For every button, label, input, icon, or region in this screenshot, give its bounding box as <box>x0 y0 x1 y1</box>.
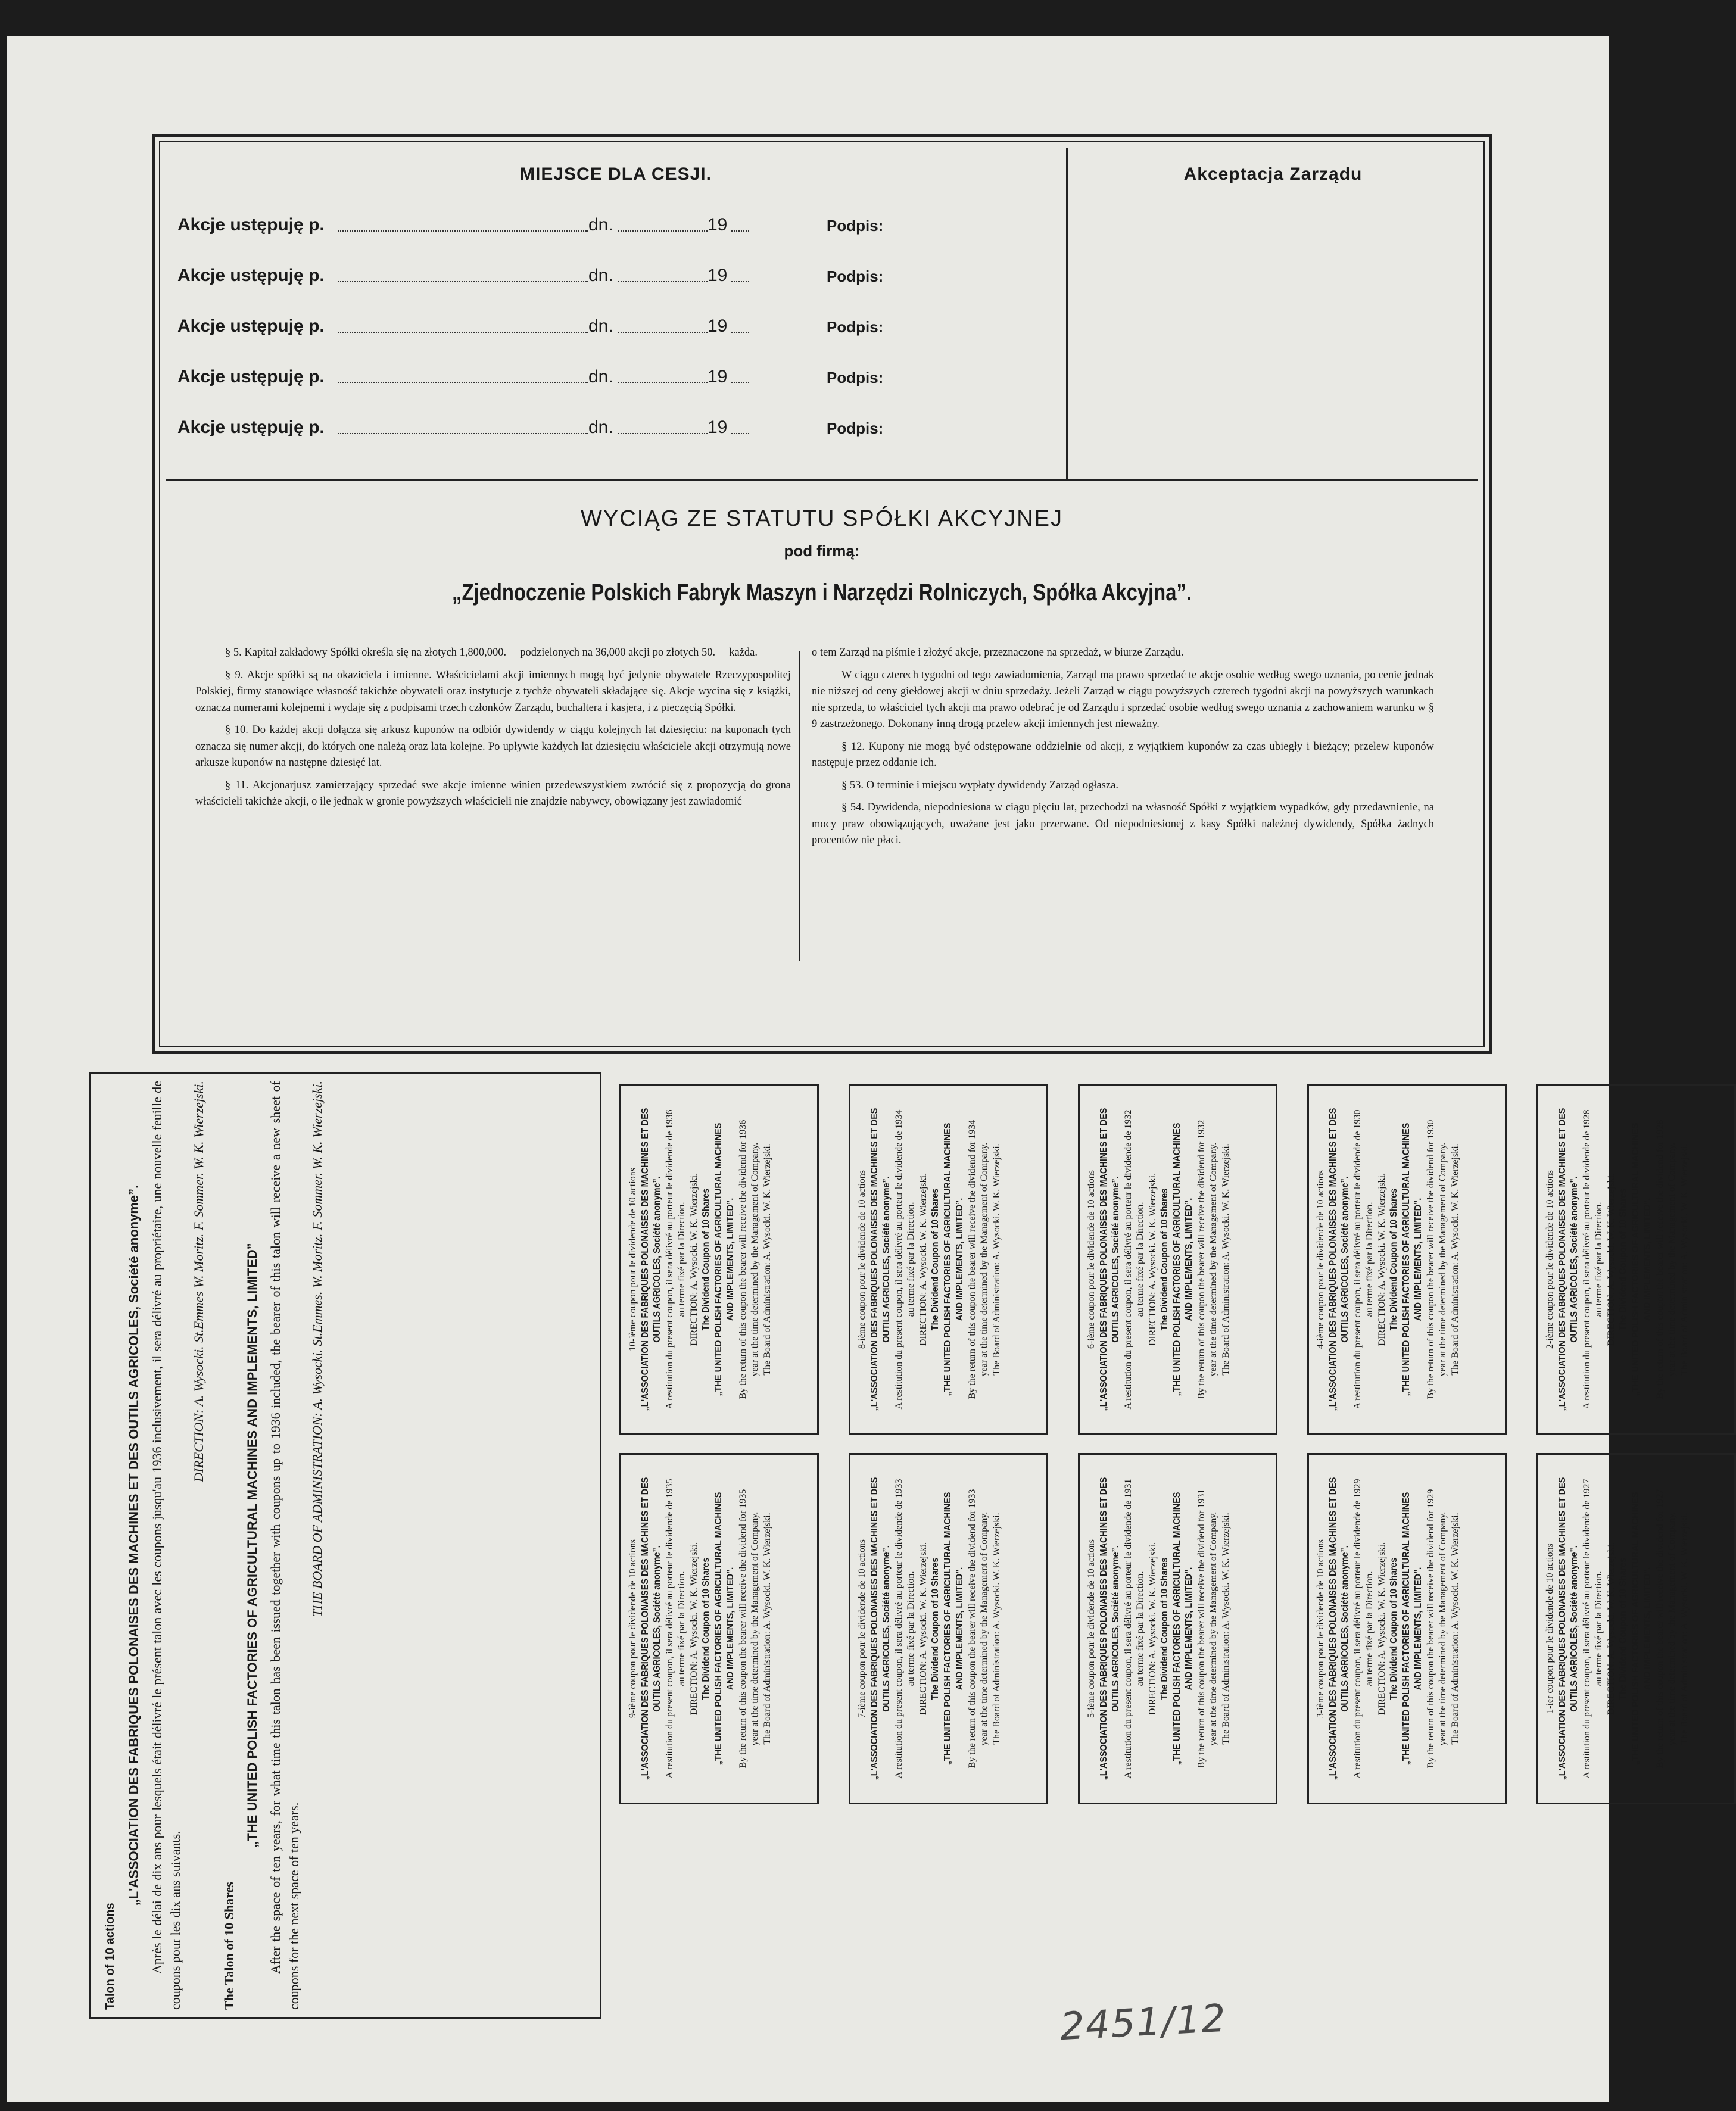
coupon-fr-text: au terme fixé par la Direction. <box>1364 1571 1375 1686</box>
coupon-fr-title: OUTILS AGRICOLES, Société anonyme”. <box>1339 1545 1350 1712</box>
coupon-en-heading: The Dividend Coupon of 10 Shares <box>1617 1188 1628 1331</box>
cession-dn: dn. <box>588 367 613 386</box>
coupon-number: 6-ième coupon pour le dividende de 10 actions <box>1086 1170 1096 1349</box>
coupon-en-text: By the return of this coupon the bearer will receive the dividend for 1930 <box>1425 1120 1435 1399</box>
cession-dn: dn. <box>588 316 613 336</box>
coupon-number: 1-ier coupon pour le dividende de 10 actions <box>1544 1544 1555 1714</box>
talon-fr-sign: DIRECTION: A. Wysocki. St.Emmes W. Moritz. F. Sommer. W. K. Wierzejski. <box>191 1081 206 1482</box>
coupon-en-sign: The Board of Administration: A. Wysocki. W. K. Wierzejski. <box>762 1513 772 1745</box>
coupon-text <box>1086 1459 1270 1798</box>
coupon-en-title: „THE UNITED POLISH FACTORIES OF AGRICULTURAL MACHINES <box>1171 1492 1182 1766</box>
coupon-en-title: AND IMPLEMENTS, LIMITED”. <box>954 1198 965 1321</box>
coupon-en-sign: The Board of Administration: A. Wysocki. W. K. Wierzejski. <box>1450 1513 1460 1745</box>
coupon-en-heading: The Dividend Coupon of 10 Shares <box>930 1188 940 1331</box>
coupon-fr-title: OUTILS AGRICOLES, Société anonyme”. <box>1110 1176 1121 1343</box>
coupon-en-sign: The Board of Administration: A. Wysocki. W. K. Wierzejski. <box>1220 1513 1230 1745</box>
firm-name: „Zjednoczenie Polskich Fabryk Maszyn i Narzędzi Rolniczych, Spółka Akcyjna”. <box>452 579 1192 606</box>
coupon-fr-title: OUTILS AGRICOLES, Société anonyme”. <box>881 1176 892 1343</box>
statute-paragraph: § 9. Akcje spółki są na okaziciela i imienne. Właścicielami akcji imiennych mogą być jedynie obywatele Rzeczypospolitej Polskiej, firmy stanowiące własność takichże obywateli oraz instytucje z tychże obywateli składające się. Akcje wycina się z książki, oznacza numerami kolejnemi i wydaje się z podpisami trzech członków Zarządu, buchaltera i kasjera, i z pieczęcią Spółki. <box>195 669 791 714</box>
coupon-en-title: „THE UNITED POLISH FACTORIES OF AGRICULTURAL MACHINES <box>1401 1122 1411 1396</box>
column-divider <box>799 651 800 961</box>
statute-paragraph: § 12. Kupony nie mogą być odstępowane oddzielnie od akcji, z wyjątkiem kuponów za czas ubiegły i bieżący; przelew kuponów następuje przez oddanie ich. <box>812 740 1434 769</box>
dividend-coupon <box>1078 1084 1277 1435</box>
coupon-text <box>627 1459 812 1798</box>
coupon-en-sign: The Board of Administration: A. Wysocki. W. K. Wierzejski. <box>991 1513 1001 1745</box>
coupon-en-title: „THE UNITED POLISH FACTORIES OF AGRICULTURAL MACHINES <box>942 1122 952 1396</box>
coupon-fr-sign: DIRECTION: A. Wysocki. W. K. Wierzejski. <box>1376 1542 1386 1716</box>
talon-en-title: „THE UNITED POLISH FACTORIES OF AGRICULTURAL MACHINES AND IMPLEMENTS, LIMITED” <box>245 1243 260 1848</box>
coupon-fr-title: „L'ASSOCIATION DES FABRIQUES POLONAISES DES MACHINES ET DES <box>869 1477 879 1781</box>
coupon-en-sign: The Board of Administration: A. Wysocki. W. K. Wierzejski. <box>1220 1143 1230 1376</box>
statute-paragraph: § 11. Akcjonarjusz zamierzający sprzedać swe akcje imienne winien przedewszystkiem zwrócić się z propozycją do grona właścicieli takichże akcji, o ile jednak w gronie powyższych właścicieli nie znajdzie nabywcy, obowiązany jest zawiadomić <box>195 779 791 807</box>
coupon-en-title: „THE UNITED POLISH FACTORIES OF AGRICULTURAL MACHINES <box>1630 1492 1640 1766</box>
talon-fr-title: „L'ASSOCIATION DES FABRIQUES POLONAISES DES MACHINES ET DES OUTILS AGRICOLES, Société anonyme”. <box>126 1184 141 1906</box>
coupon-en-text: year at the time determined by the Management of Company. <box>1666 1142 1677 1377</box>
cession-section <box>166 148 1068 481</box>
dividend-coupon <box>849 1453 1048 1804</box>
coupon-fr-text: A restitution du present coupon, il sera délivré au porteur le dividende de 1931 <box>1123 1479 1133 1779</box>
dividend-coupon <box>1307 1084 1507 1435</box>
coupon-number: 2-ième coupon pour le dividende de 10 actions <box>1544 1170 1555 1349</box>
coupon-fr-text: A restitution du present coupon, il sera délivré au porteur le dividende de 1935 <box>664 1479 674 1779</box>
coupon-fr-text: A restitution du present coupon, il sera délivré au porteur le dividende de 1928 <box>1581 1109 1591 1410</box>
coupon-en-text: By the return of this coupon the bearer will receive the dividend for 1935 <box>737 1489 747 1769</box>
coupon-en-heading: The Dividend Coupon of 10 Shares <box>1388 1557 1399 1700</box>
coupon-fr-sign: DIRECTION: A. Wysocki. W. K. Wierzejski. <box>1147 1173 1157 1346</box>
coupon-en-text: year at the time determined by the Management of Company. <box>749 1511 760 1746</box>
coupon-number: 4-ième coupon pour le dividende de 10 actions <box>1315 1170 1326 1349</box>
coupon-number: 5-ième coupon pour le dividende de 10 actions <box>1086 1539 1096 1718</box>
coupon-en-heading: The Dividend Coupon of 10 Shares <box>1159 1557 1170 1700</box>
coupon-text <box>1544 1459 1729 1798</box>
statute-paragraph: o tem Zarząd na piśmie i złożyć akcje, przeznaczone na sprzedaż, w biurze Zarządu. <box>812 647 1184 659</box>
coupon-fr-text: A restitution du present coupon, il sera délivré au porteur le dividende de 1934 <box>893 1109 903 1410</box>
coupon-en-title: AND IMPLEMENTS, LIMITED”. <box>1183 1567 1194 1691</box>
coupon-fr-title: „L'ASSOCIATION DES FABRIQUES POLONAISES DES MACHINES ET DES <box>1327 1477 1338 1781</box>
cession-dn: dn. <box>588 215 613 235</box>
talon-en-sign: THE BOARD OF ADMINISTRATION: A. Wysocki. St.Emmes. W. Moritz. F. Sommer. W. K. Wierzejski. <box>310 1081 325 1617</box>
coupon-text <box>856 1090 1041 1429</box>
coupon-fr-title: „L'ASSOCIATION DES FABRIQUES POLONAISES DES MACHINES ET DES <box>1327 1108 1338 1411</box>
coupon-en-text: year at the time determined by the Management of Company. <box>978 1511 989 1746</box>
cession-title: MIEJSCE DLA CESJI. <box>520 164 712 184</box>
cession-dn: dn. <box>588 266 613 285</box>
dividend-coupon <box>1307 1453 1507 1804</box>
coupon-en-heading: The Dividend Coupon of 10 Shares <box>700 1188 711 1331</box>
coupon-en-text: By the return of this coupon the bearer will receive the dividend for 1927 <box>1654 1489 1665 1769</box>
coupon-en-sign: The Board of Administration: A. Wysocki. W. K. Wierzejski. <box>991 1143 1001 1376</box>
coupon-en-text: By the return of this coupon the bearer will receive the dividend for 1933 <box>967 1489 977 1769</box>
coupon-fr-text: A restitution du present coupon, il sera délivré au porteur le dividende de 1936 <box>664 1109 674 1410</box>
coupon-fr-sign: DIRECTION: A. Wysocki. W. K. Wierzejski. <box>918 1542 928 1716</box>
coupon-en-title: AND IMPLEMENTS, LIMITED”. <box>1413 1567 1423 1691</box>
coupon-en-title: „THE UNITED POLISH FACTORIES OF AGRICULTURAL MACHINES <box>942 1492 952 1766</box>
cession-dn: dn. <box>588 417 613 437</box>
cession-year: 19 <box>708 316 728 336</box>
coupon-fr-text: au terme fixé par la Direction. <box>905 1202 916 1317</box>
coupon-fr-title: „L'ASSOCIATION DES FABRIQUES POLONAISES DES MACHINES ET DES <box>1557 1108 1567 1411</box>
talon-en-heading: The Talon of 10 Shares <box>222 1882 236 2010</box>
coupon-en-text: By the return of this coupon the bearer will receive the dividend for 1931 <box>1196 1489 1206 1769</box>
cession-signature: Podpis: <box>827 318 884 336</box>
cession-signature: Podpis: <box>827 419 884 437</box>
coupon-en-title: AND IMPLEMENTS, LIMITED”. <box>954 1567 965 1691</box>
coupon-number: 3-ième coupon pour le dividende de 10 actions <box>1315 1539 1326 1718</box>
coupon-en-heading: The Dividend Coupon of 10 Shares <box>930 1557 940 1700</box>
coupon-fr-title: OUTILS AGRICOLES, Société anonyme”. <box>652 1176 662 1343</box>
coupon-en-text: By the return of this coupon the bearer will receive the dividend for 1936 <box>737 1120 747 1399</box>
acceptance-section <box>1068 148 1478 481</box>
coupon-en-heading: The Dividend Coupon of 10 Shares <box>700 1557 711 1700</box>
coupon-number: 9-ième coupon pour le dividende de 10 actions <box>627 1539 638 1718</box>
coupon-en-title: „THE UNITED POLISH FACTORIES OF AGRICULTURAL MACHINES <box>1171 1122 1182 1396</box>
coupon-text <box>1086 1090 1270 1429</box>
cession-year: 19 <box>708 266 728 285</box>
cession-label: Akcje ustępuję p. <box>177 417 325 437</box>
coupon-fr-text: A restitution du present coupon, il sera délivré au porteur le dividende de 1930 <box>1352 1109 1362 1410</box>
statute-paragraph: § 10. Do każdej akcji dołącza się arkusz kuponów na odbiór dywidendy w ciągu kolejnych lat dziesięciu: na kuponach tych oznacza się numer akcji, do których one należą oraz lata kolejne. Po upływie każdych lat dziesięciu właściciele akcji otrzymują nowe arkusze kuponów na następne dziesięć lat. <box>195 724 791 769</box>
coupon-fr-text: au terme fixé par la Direction. <box>1593 1571 1604 1686</box>
statute-paragraph: § 54. Dywidenda, niepodniesiona w ciągu pięciu lat, przechodzi na własność Spółki z wyjątkiem wypadków, gdy przedawnienie, na mocy praw obowiązujących, uważane jest jako przerwane. Od niepodniesionej z kasy Spółki należnej dywidendy, Spółka żadnych procentów nie płaci. <box>812 802 1434 846</box>
coupon-fr-title: OUTILS AGRICOLES, Société anonyme”. <box>1569 1545 1579 1712</box>
statute-right-column <box>812 645 1434 855</box>
coupon-number: 8-ième coupon pour le dividende de 10 actions <box>856 1170 867 1349</box>
cession-label: Akcje ustępuję p. <box>177 316 325 336</box>
cession-year: 19 <box>708 417 728 437</box>
coupon-fr-sign: DIRECTION: A. Wysocki. W. K. Wierzejski. <box>1376 1173 1386 1346</box>
cession-signature: Podpis: <box>827 369 884 386</box>
coupon-fr-text: A restitution du present coupon, il sera délivré au porteur le dividende de 1929 <box>1352 1479 1362 1779</box>
coupon-fr-title: OUTILS AGRICOLES, Société anonyme”. <box>652 1545 662 1712</box>
coupon-text <box>1315 1090 1500 1429</box>
dividend-coupon <box>849 1084 1048 1435</box>
coupon-fr-text: au terme fixé par la Direction. <box>676 1202 687 1317</box>
coupon-fr-title: OUTILS AGRICOLES, Société anonyme”. <box>1339 1176 1350 1343</box>
coupon-number: 10-ième coupon pour le dividende de 10 actions <box>627 1168 638 1351</box>
coupon-en-text: By the return of this coupon the bearer will receive the dividend for 1934 <box>967 1120 977 1399</box>
coupon-en-sign: The Board of Administration: A. Wysocki. W. K. Wierzejski. <box>1679 1513 1689 1745</box>
cession-year: 19 <box>708 367 728 386</box>
coupon-en-title: „THE UNITED POLISH FACTORIES OF AGRICULTURAL MACHINES <box>713 1122 723 1396</box>
coupon-en-title: AND IMPLEMENTS, LIMITED”. <box>1642 1198 1653 1321</box>
coupon-en-heading: The Dividend Coupon of 10 Shares <box>1617 1557 1628 1700</box>
coupon-en-heading: The Dividend Coupon of 10 Shares <box>1388 1188 1399 1331</box>
cession-signature: Podpis: <box>827 267 884 285</box>
coupon-en-sign: The Board of Administration: A. Wysocki. W. K. Wierzejski. <box>762 1143 772 1376</box>
coupon-fr-title: OUTILS AGRICOLES, Société anonyme”. <box>1110 1545 1121 1712</box>
coupon-fr-sign: DIRECTION: A. Wysocki. W. K. Wierzejski. <box>918 1173 928 1346</box>
coupon-fr-title: „L'ASSOCIATION DES FABRIQUES POLONAISES DES MACHINES ET DES <box>869 1108 879 1411</box>
coupon-fr-sign: DIRECTION: A. Wysocki. W. K. Wierzejski. <box>1606 1542 1616 1716</box>
cession-row <box>177 255 1053 291</box>
coupon-fr-text: au terme fixé par la Direction. <box>676 1571 687 1686</box>
coupon-number: 7-ième coupon pour le dividende de 10 actions <box>856 1539 867 1718</box>
dividend-coupon <box>619 1453 819 1804</box>
coupon-fr-title: „L'ASSOCIATION DES FABRIQUES POLONAISES DES MACHINES ET DES <box>640 1477 650 1781</box>
coupon-en-text: year at the time determined by the Management of Company. <box>1437 1511 1448 1746</box>
handwritten-number: 2451/12 <box>1059 1996 1228 2050</box>
coupon-en-text: year at the time determined by the Management of Company. <box>1208 1142 1218 1377</box>
statute-subtitle: pod firmą: <box>784 542 860 560</box>
coupon-fr-sign: DIRECTION: A. Wysocki. W. K. Wierzejski. <box>688 1542 699 1716</box>
scalloped-edge <box>67 36 1520 125</box>
coupon-en-text: year at the time determined by the Management of Company. <box>749 1142 760 1377</box>
upper-frame <box>152 134 1492 1054</box>
cession-label: Akcje ustępuję p. <box>177 215 325 235</box>
coupon-en-sign: The Board of Administration: A. Wysocki. W. K. Wierzejski. <box>1450 1143 1460 1376</box>
coupon-fr-text: A restitution du present coupon, il sera délivré au porteur le dividende de 1932 <box>1123 1109 1133 1410</box>
cession-row <box>177 305 1053 341</box>
coupon-sheet <box>89 1072 1689 2054</box>
cession-year: 19 <box>708 215 728 235</box>
coupon-fr-text: au terme fixé par la Direction. <box>1135 1571 1145 1686</box>
coupon-text <box>627 1090 812 1429</box>
dividend-coupon <box>1536 1084 1736 1435</box>
coupon-fr-title: OUTILS AGRICOLES, Société anonyme”. <box>1569 1176 1579 1343</box>
coupon-fr-text: au terme fixé par la Direction. <box>1135 1202 1145 1317</box>
coupon-en-title: AND IMPLEMENTS, LIMITED”. <box>725 1198 735 1321</box>
cession-signature: Podpis: <box>827 217 884 235</box>
talon-text <box>101 1081 590 2010</box>
talon-heading: Talon of 10 actions <box>104 1903 117 2010</box>
cession-row <box>177 407 1053 442</box>
coupon-fr-sign: DIRECTION: A. Wysocki. W. K. Wierzejski. <box>688 1173 699 1346</box>
coupon-en-text: By the return of this coupon the bearer will receive the dividend for 1928 <box>1654 1120 1665 1399</box>
coupon-fr-text: A restitution du present coupon, il sera délivré au porteur le dividende de 1933 <box>893 1479 903 1779</box>
coupon-fr-title: OUTILS AGRICOLES, Société anonyme”. <box>881 1545 892 1712</box>
coupon-en-title: AND IMPLEMENTS, LIMITED”. <box>725 1567 735 1691</box>
statute-paragraph: § 5. Kapitał zakładowy Spółki określa się na złotych 1,800,000.— podzielonych na 36,000 akcji po złotych 50.— każda. <box>225 647 758 659</box>
statute-extract <box>166 481 1478 1040</box>
cession-label: Akcje ustępuję p. <box>177 266 325 285</box>
coupon-fr-sign: DIRECTION: A. Wysocki. W. K. Wierzejski. <box>1606 1173 1616 1346</box>
dividend-coupon <box>619 1084 819 1435</box>
coupon-text <box>856 1459 1041 1798</box>
coupon-en-sign: The Board of Administration: A. Wysocki. W. K. Wierzejski. <box>1679 1143 1689 1376</box>
coupon-en-heading: The Dividend Coupon of 10 Shares <box>1159 1188 1170 1331</box>
cession-label: Akcje ustępuję p. <box>177 367 325 386</box>
coupon-en-text: year at the time determined by the Management of Company. <box>1437 1142 1448 1377</box>
talon-fr-text: Après le délai de dix ans pour lesquels était délivré le présent talon avec les coupons jusqu'au 1936 inclusivement, il sera délivré au propriétaire, une nouvelle feuille de coupons pour les dix ans suivants. <box>149 1081 183 2010</box>
coupon-en-title: „THE UNITED POLISH FACTORIES OF AGRICULTURAL MACHINES <box>713 1492 723 1766</box>
coupon-fr-text: au terme fixé par la Direction. <box>1593 1202 1604 1317</box>
talon-block <box>89 1072 601 2019</box>
coupon-fr-title: „L'ASSOCIATION DES FABRIQUES POLONAISES DES MACHINES ET DES <box>1098 1477 1108 1781</box>
statute-left-column <box>195 645 791 816</box>
talon-en-text: After the space of ten years, for what time this talon has been issued together with coupons up to 1936 included, the bearer of this talon will receive a new sheet of coupons for the next space of ten years. <box>268 1081 301 2010</box>
coupon-fr-title: „L'ASSOCIATION DES FABRIQUES POLONAISES DES MACHINES ET DES <box>640 1108 650 1411</box>
coupon-en-title: „THE UNITED POLISH FACTORIES OF AGRICULTURAL MACHINES <box>1630 1122 1640 1396</box>
cession-row <box>177 356 1053 392</box>
coupon-fr-sign: DIRECTION: A. Wysocki. W. K. Wierzejski. <box>1147 1542 1157 1716</box>
dividend-coupon <box>1536 1453 1736 1804</box>
coupon-en-text: year at the time determined by the Management of Company. <box>1666 1511 1677 1746</box>
acceptance-title: Akceptacja Zarządu <box>1183 164 1363 184</box>
coupon-en-title: „THE UNITED POLISH FACTORIES OF AGRICULTURAL MACHINES <box>1401 1492 1411 1766</box>
dividend-coupon <box>1078 1453 1277 1804</box>
coupon-en-title: AND IMPLEMENTS, LIMITED”. <box>1413 1198 1423 1321</box>
coupon-text <box>1544 1090 1729 1429</box>
coupon-fr-text: au terme fixé par la Direction. <box>905 1571 916 1686</box>
statute-title: WYCIĄG ZE STATUTU SPÓŁKI AKCYJNEJ <box>581 506 1063 531</box>
coupon-en-title: AND IMPLEMENTS, LIMITED”. <box>1183 1198 1194 1321</box>
coupon-en-title: AND IMPLEMENTS, LIMITED”. <box>1642 1567 1653 1691</box>
coupon-en-text: year at the time determined by the Management of Company. <box>978 1142 989 1377</box>
cession-row <box>177 204 1053 240</box>
coupon-text <box>1315 1459 1500 1798</box>
coupon-fr-title: „L'ASSOCIATION DES FABRIQUES POLONAISES DES MACHINES ET DES <box>1557 1477 1567 1781</box>
coupon-fr-title: „L'ASSOCIATION DES FABRIQUES POLONAISES DES MACHINES ET DES <box>1098 1108 1108 1411</box>
statute-paragraph: § 53. O terminie i miejscu wypłaty dywidendy Zarząd ogłasza. <box>841 779 1118 791</box>
coupon-en-text: year at the time determined by the Management of Company. <box>1208 1511 1218 1746</box>
coupon-fr-text: au terme fixé par la Direction. <box>1364 1202 1375 1317</box>
coupon-fr-text: A restitution du present coupon, il sera délivré au porteur le dividende de 1927 <box>1581 1479 1591 1779</box>
coupon-en-text: By the return of this coupon the bearer will receive the dividend for 1932 <box>1196 1120 1206 1399</box>
statute-paragraph: W ciągu czterech tygodni od tego zawiadomienia, Zarząd ma prawo sprzedać te akcje osobie według swego uznania, po cenie jednak nie niższej od ceny giełdowej akcji w dniu sprzedaży. Jeżeli Zarząd w ciągu powyższych czterech tygodni akcji na powyższych warunkach nie sprzeda, to właściciel tych akcji ma prawo odebrać je od Zarządu i sprzedać osobie według swego uznania z zachowaniem warunku w § 9 zastrzeżonego. Dokonany inną drogą przelew akcji imiennych jest nieważny. <box>812 669 1434 730</box>
coupon-en-text: By the return of this coupon the bearer will receive the dividend for 1929 <box>1425 1489 1435 1769</box>
